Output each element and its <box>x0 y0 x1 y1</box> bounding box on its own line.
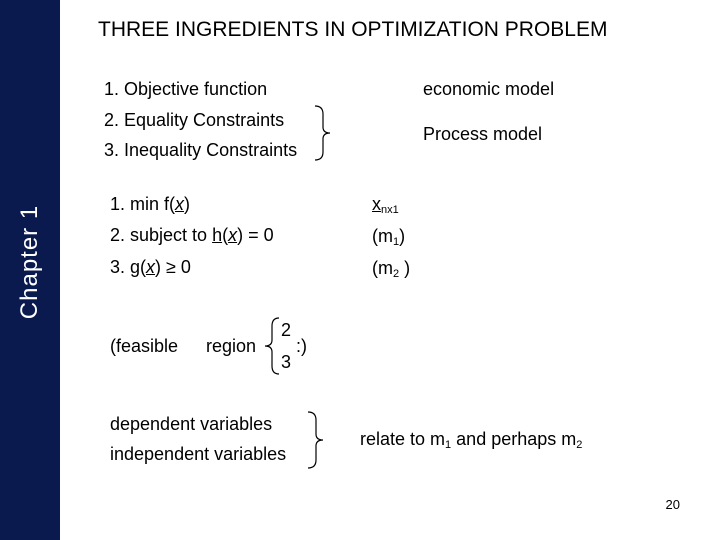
m1-label: $(m_1)$ <box>372 226 406 248</box>
ingredient-1: 1. Objective function <box>104 79 268 99</box>
m2-label: ($m_2$ ) <box>372 258 411 280</box>
inequality-line: 3. g(x) ≥ 0 <box>110 257 191 277</box>
economic-model-label: economic model <box>423 79 555 99</box>
dependent-variables: dependent variables <box>110 414 273 434</box>
region-label: region <box>206 336 257 356</box>
objective-line: 1. min f(x) <box>110 194 191 214</box>
page-number: 20 <box>665 497 680 512</box>
sidebar <box>0 0 60 540</box>
feasible-close: :) <box>296 336 307 356</box>
ingredients-brace <box>313 104 333 162</box>
variables-brace <box>306 410 326 470</box>
slide-title: THREE INGREDIENTS IN OPTIMIZATION PROBLEM <box>98 18 608 41</box>
ingredient-2: 2. Equality Constraints <box>104 110 285 130</box>
ingredient-3: 3. Inequality Constraints <box>104 140 298 160</box>
process-model-label: Process model <box>423 124 543 144</box>
relate-text: relate to $m_1$ and perhaps $m_2$ <box>360 429 583 451</box>
independent-variables: independent variables <box>110 444 287 464</box>
dimension-label: $x_{nx1}$ <box>372 194 399 216</box>
feasible-brace <box>263 316 281 376</box>
equality-line: 2. subject to h(x) = 0 <box>110 225 274 245</box>
chapter-label: Chapter 1 <box>16 204 43 320</box>
feasible-top: 2 <box>281 320 292 340</box>
feasible-bottom: 3 <box>281 352 292 372</box>
feasible-label: (feasible <box>110 336 179 356</box>
